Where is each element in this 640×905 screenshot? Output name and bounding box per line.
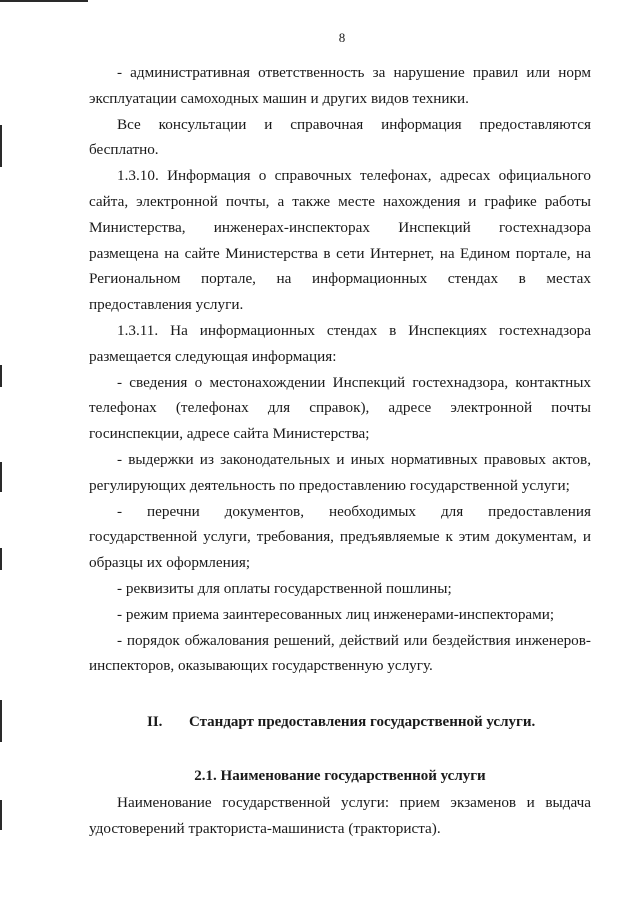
section-title: Стандарт предоставления государственной услуги. <box>189 714 536 730</box>
scan-edge-mark-top <box>0 0 88 2</box>
service-name-paragraph-wrap <box>89 790 591 842</box>
section-number: II. <box>147 714 163 730</box>
paragraph-1-3-11: 1.3.11. На информационных стендах в Инспекциях гостехнадзора размещается следующая информация: <box>89 321 591 365</box>
list-item-reception-schedule: - режим приема заинтересованных лиц инженерами-инспекторами; <box>117 605 555 623</box>
scan-edge-mark-left-3 <box>0 462 2 492</box>
paragraph-admin-responsibility: - административная ответственность за нарушение правил или норм эксплуатации самоходных машин и других видов техники. <box>89 64 591 107</box>
list-item-location-info: - сведения о местонахождении Инспекций гостехнадзора, контактных телефонах (телефонах для справок), адресе электронной почты госинспекции, адресе сайта Министерства; <box>89 373 591 443</box>
document-body <box>89 60 591 679</box>
section-heading <box>147 710 591 734</box>
scan-edge-mark-left-5 <box>0 700 2 742</box>
list-item-legal-excerpts: - выдержки из законодательных и иных нормативных правовых актов, регулирующих деятельность по предоставлению государственной услуги; <box>89 450 591 494</box>
list-item-appeal-procedure: - порядок обжалования решений, действий или бездействия инженеров-инспекторов, оказывающих государственную услугу. <box>89 631 591 675</box>
scan-edge-mark-left-6 <box>0 800 2 830</box>
list-item-payment-details: - реквизиты для оплаты государственной пошлины; <box>117 579 452 597</box>
paragraph-service-name: Наименование государственной услуги: прием экзаменов и выдача удостоверений тракториста-машиниста (тракториста). <box>89 794 591 837</box>
paragraph-1-3-10: 1.3.10. Информация о справочных телефонах, адресах официального сайта, электронной почты, а также месте нахождения и графике работы Министерства, инженерах-инспекторах Инспекций гостехнадзора размещена на сайте Министерства в сети Интернет, на Едином портале, на Региональном портале, на информационных стендах в местах предоставления услуги. <box>89 167 591 314</box>
paragraph-free-consultations: Все консультации и справочная информация предоставляются бесплатно. <box>89 115 591 159</box>
scan-edge-mark-left-4 <box>0 548 2 570</box>
subsection-heading: 2.1. Наименование государственной услуги <box>194 768 486 784</box>
scan-edge-mark-left-1 <box>0 125 2 167</box>
page-number: 8 <box>338 30 346 45</box>
list-item-document-lists: - перечни документов, необходимых для предоставления государственной услуги, требования, предъявляемые к этим документам, и образцы их оформления; <box>89 502 591 572</box>
scan-edge-mark-left-2 <box>0 365 2 387</box>
